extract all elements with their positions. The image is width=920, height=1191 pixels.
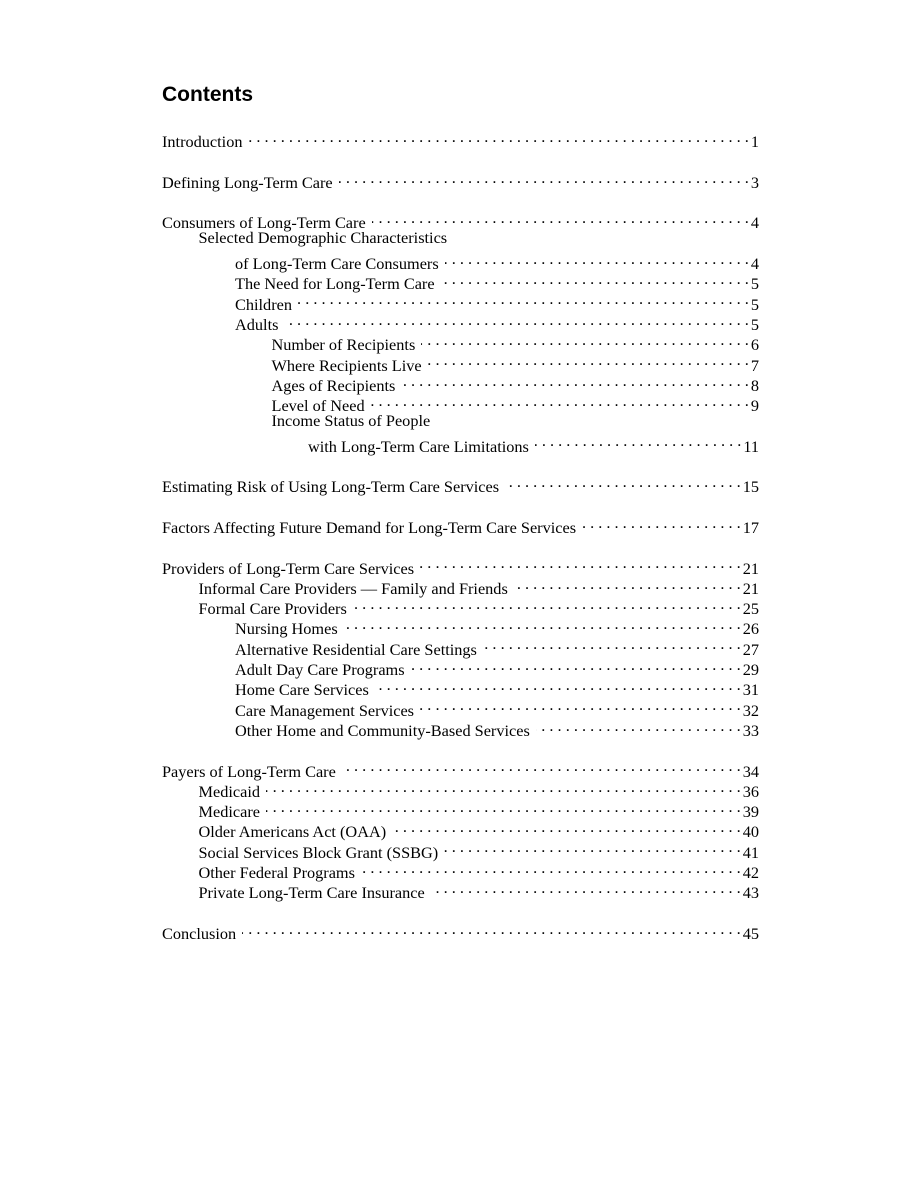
toc-entry-page-number: 4 <box>750 254 759 274</box>
toc-entry-title: Medicaid <box>198 781 260 801</box>
toc-entry-page-number: 41 <box>742 842 759 862</box>
toc-entry[interactable] <box>162 228 759 248</box>
toc-entry[interactable] <box>162 431 759 456</box>
toc-dot-leader <box>361 858 741 878</box>
toc-dot-leader <box>535 431 741 451</box>
toc-entry-title: Medicare <box>198 802 260 822</box>
toc-dot-leader <box>428 350 749 370</box>
toc-entry-title: Adults <box>235 314 279 334</box>
toc-entry[interactable] <box>162 371 759 395</box>
toc-dot-leader <box>441 269 749 289</box>
toc-entry-page-number: 21 <box>742 558 759 578</box>
toc-entry-page-number: 4 <box>750 213 759 233</box>
toc-dot-leader <box>284 310 748 330</box>
toc-entry-title: Other Home and Community-Based Services <box>235 720 530 740</box>
toc-entry[interactable] <box>162 350 759 375</box>
toc-entry-page-number: 17 <box>742 517 759 537</box>
toc-entry-title: Estimating Risk of Using Long-Term Care Services <box>162 477 500 497</box>
toc-entry[interactable] <box>162 168 759 192</box>
toc-dot-leader <box>483 634 741 654</box>
toc-entry-page-number: 42 <box>742 862 759 882</box>
contents-page <box>162 80 759 943</box>
toc-entry-page-number: 15 <box>742 477 759 497</box>
toc-entry-title: Nursing Homes <box>235 619 338 639</box>
toc-dot-leader <box>514 574 741 594</box>
toc-dot-leader <box>248 127 748 147</box>
toc-entry-page-number: 29 <box>742 660 759 680</box>
toc-dot-leader <box>445 249 749 269</box>
toc-entry-title: Introduction <box>162 132 243 152</box>
toc-entry-page-number: 36 <box>742 781 759 801</box>
toc-entry-page-number: 1 <box>750 132 759 152</box>
toc-entry-title: Where Recipients Live <box>271 355 422 375</box>
toc-dot-leader <box>339 168 749 188</box>
toc-dot-leader <box>505 472 741 492</box>
toc-entry-title: Consumers of Long-Term Care <box>162 213 366 233</box>
toc-entry-title: Factors Affecting Future Demand for Long-Term Care Services <box>162 517 577 537</box>
toc-entry-page-number: 9 <box>750 396 759 416</box>
toc-entry-page-number: 33 <box>742 720 759 740</box>
toc-dot-leader <box>421 330 749 350</box>
toc-entry-title: Ages of Recipients <box>271 375 396 395</box>
toc-dot-leader <box>371 391 749 411</box>
toc-dot-leader <box>266 797 741 817</box>
toc-entry-title: with Long-Term Care Limitations <box>308 436 529 456</box>
toc-dot-leader <box>431 878 741 898</box>
toc-entry-page-number: 21 <box>742 578 759 598</box>
toc-entry-title: Social Services Block Grant (SSBG) <box>198 842 439 862</box>
toc-entry-page-number: 26 <box>742 619 759 639</box>
toc-entry-page-number: 32 <box>742 700 759 720</box>
toc-dot-leader <box>420 695 741 715</box>
toc-entry-title: Providers of Long-Term Care Services <box>162 558 415 578</box>
toc-entry-page-number: 40 <box>742 822 759 842</box>
toc-dot-leader <box>401 371 748 391</box>
toc-dot-leader <box>353 594 741 614</box>
toc-entry-page-number: 34 <box>742 761 759 781</box>
toc-dot-leader <box>342 756 741 776</box>
toc-dot-leader <box>411 655 741 675</box>
toc-dot-leader <box>444 837 741 857</box>
toc-entry-title: Formal Care Providers <box>198 599 347 619</box>
toc-dot-leader <box>582 513 741 533</box>
toc-entry-page-number: 25 <box>742 599 759 619</box>
toc-entry-page-number: 5 <box>750 314 759 334</box>
toc-dot-leader <box>266 777 741 797</box>
toc-dot-leader <box>298 289 749 309</box>
toc-entry-title: Selected Demographic Characteristics <box>198 228 448 248</box>
toc-entry-page-number: 8 <box>750 375 759 395</box>
toc-entry[interactable] <box>162 391 759 416</box>
toc-entry-title: Children <box>235 294 292 314</box>
toc-entry-title: Number of Recipients <box>271 335 416 355</box>
toc-entry-page-number: 3 <box>750 172 759 192</box>
toc-entry-title: Informal Care Providers — Family and Friends <box>198 578 508 598</box>
toc-entry[interactable] <box>162 249 759 274</box>
toc-entry-title: Level of Need <box>271 396 365 416</box>
toc-entry-title: of Long-Term Care Consumers <box>235 254 439 274</box>
toc-entry[interactable] <box>162 919 759 943</box>
toc-dot-leader <box>420 553 741 573</box>
toc-entry-title: Adult Day Care Programs <box>235 660 405 680</box>
toc-entry-title: Other Federal Programs <box>198 862 355 882</box>
toc-entry-title: Income Status of People <box>271 411 431 431</box>
toc-entry-page-number: 7 <box>750 355 759 375</box>
toc-entry[interactable] <box>162 472 759 497</box>
toc-entry[interactable] <box>162 127 759 152</box>
toc-entry-title: Private Long-Term Care Insurance <box>198 883 425 903</box>
toc-entry-page-number: 5 <box>750 294 759 314</box>
toc-entry-page-number: 5 <box>750 274 759 294</box>
toc-entry[interactable] <box>162 756 759 781</box>
toc-entry-page-number: 43 <box>742 883 759 903</box>
toc-entry[interactable] <box>162 411 759 431</box>
toc-entry-page-number: 27 <box>742 639 759 659</box>
toc-dot-leader <box>392 817 741 837</box>
toc-entry[interactable] <box>162 513 759 537</box>
toc-entry-title: Payers of Long-Term Care <box>162 761 336 781</box>
toc-entry-title: Older Americans Act (OAA) <box>198 822 387 842</box>
toc-entry-page-number: 31 <box>742 680 759 700</box>
toc-dot-leader <box>372 208 749 228</box>
contents-heading: Contents <box>162 83 253 106</box>
toc-entry-title: Conclusion <box>162 923 237 943</box>
toc-dot-leader <box>375 675 741 695</box>
toc-entry-title: Alternative Residential Care Settings <box>235 639 477 659</box>
toc-entry-page-number: 45 <box>742 923 759 943</box>
toc-dot-leader <box>344 614 741 634</box>
toc-entry-title: Care Management Services <box>235 700 415 720</box>
toc-entry-title: The Need for Long-Term Care <box>235 274 435 294</box>
toc-entry-title: Defining Long-Term Care <box>162 172 333 192</box>
toc-entry-page-number: 6 <box>750 335 759 355</box>
table-of-contents <box>162 127 759 943</box>
toc-dot-leader <box>242 919 741 939</box>
toc-entry-page-number: 11 <box>743 436 759 456</box>
toc-dot-leader <box>536 716 741 736</box>
toc-entry-title: Home Care Services <box>235 680 369 700</box>
toc-entry[interactable] <box>162 553 759 578</box>
toc-entry[interactable] <box>162 208 759 233</box>
toc-entry-page-number: 39 <box>742 802 759 822</box>
